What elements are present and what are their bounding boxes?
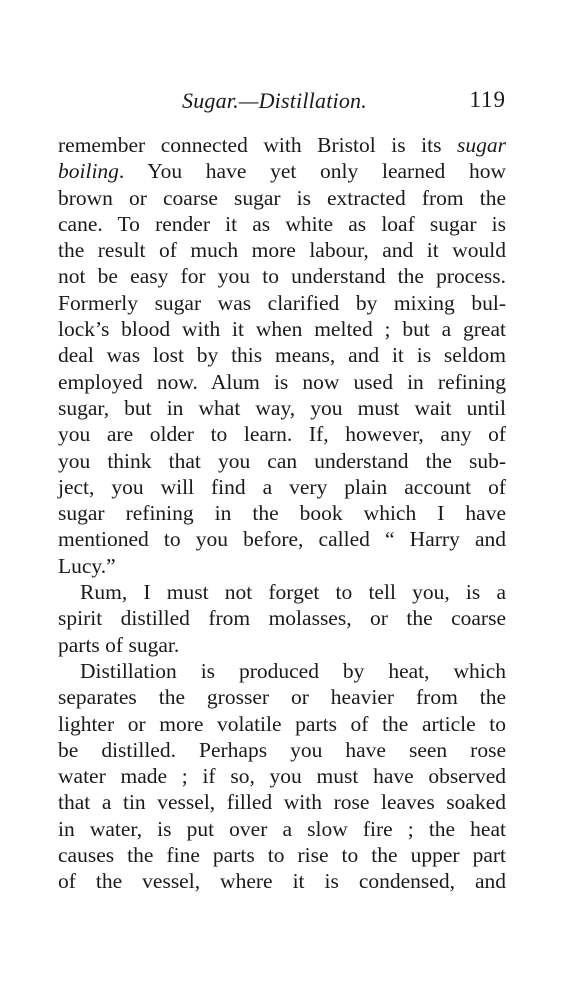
page-number: 119 (469, 87, 506, 112)
text-line: deal was lost by this means, and it is seldom (58, 343, 506, 368)
paragraph (58, 579, 506, 658)
page-header (58, 82, 506, 122)
text-line: boiling. You have yet only learned how (58, 159, 506, 184)
paragraph (58, 658, 506, 895)
paragraph (58, 132, 506, 579)
text-line: be distilled. Perhaps you have seen rose (58, 737, 506, 762)
text-line: you think that you can understand the sub- (58, 448, 506, 473)
book-page (58, 82, 506, 895)
text-line: you are older to learn. If, however, any of (58, 422, 506, 447)
text-line: spirit distilled from molasses, or the coarse (58, 606, 506, 631)
text-line: employed now. Alum is now used in refining (58, 369, 506, 394)
body-text (58, 132, 506, 895)
text-line: lock’s blood with it when melted ; but a great (58, 317, 506, 342)
text-line: ject, you will find a very plain account of (58, 474, 506, 499)
text-line: parts of sugar. (58, 632, 180, 657)
text-line: of the vessel, where it is condensed, and (58, 869, 506, 894)
text-line: sugar, but in what way, you must wait until (58, 395, 506, 420)
text-line: causes the fine parts to rise to the upper part (58, 843, 506, 868)
text-line: lighter or more volatile parts of the article to (58, 711, 506, 736)
text-line: Lucy.” (58, 553, 116, 578)
text-line: not be easy for you to understand the process. (58, 264, 506, 289)
text-line: sugar refining in the book which I have (58, 501, 506, 526)
text-line: separates the grosser or heavier from the (58, 685, 506, 710)
text-line: brown or coarse sugar is extracted from the (58, 185, 506, 210)
running-head: Sugar.—Distillation. (182, 88, 367, 113)
text-line: water made ; if so, you must have observed (58, 764, 506, 789)
text-line: remember connected with Bristol is its sugar (58, 133, 506, 157)
text-line: the result of much more labour, and it would (58, 238, 506, 263)
text-line: Rum, I must not forget to tell you, is a (80, 580, 506, 605)
text-line: Formerly sugar was clarified by mixing bul- (58, 290, 506, 315)
text-line: in water, is put over a slow fire ; the heat (58, 816, 506, 841)
text-line: that a tin vessel, filled with rose leaves soaked (58, 790, 506, 815)
text-line: mentioned to you before, called “ Harry and (58, 527, 506, 552)
text-line: Distillation is produced by heat, which (80, 658, 506, 683)
text-line: cane. To render it as white as loaf sugar is (58, 211, 506, 236)
